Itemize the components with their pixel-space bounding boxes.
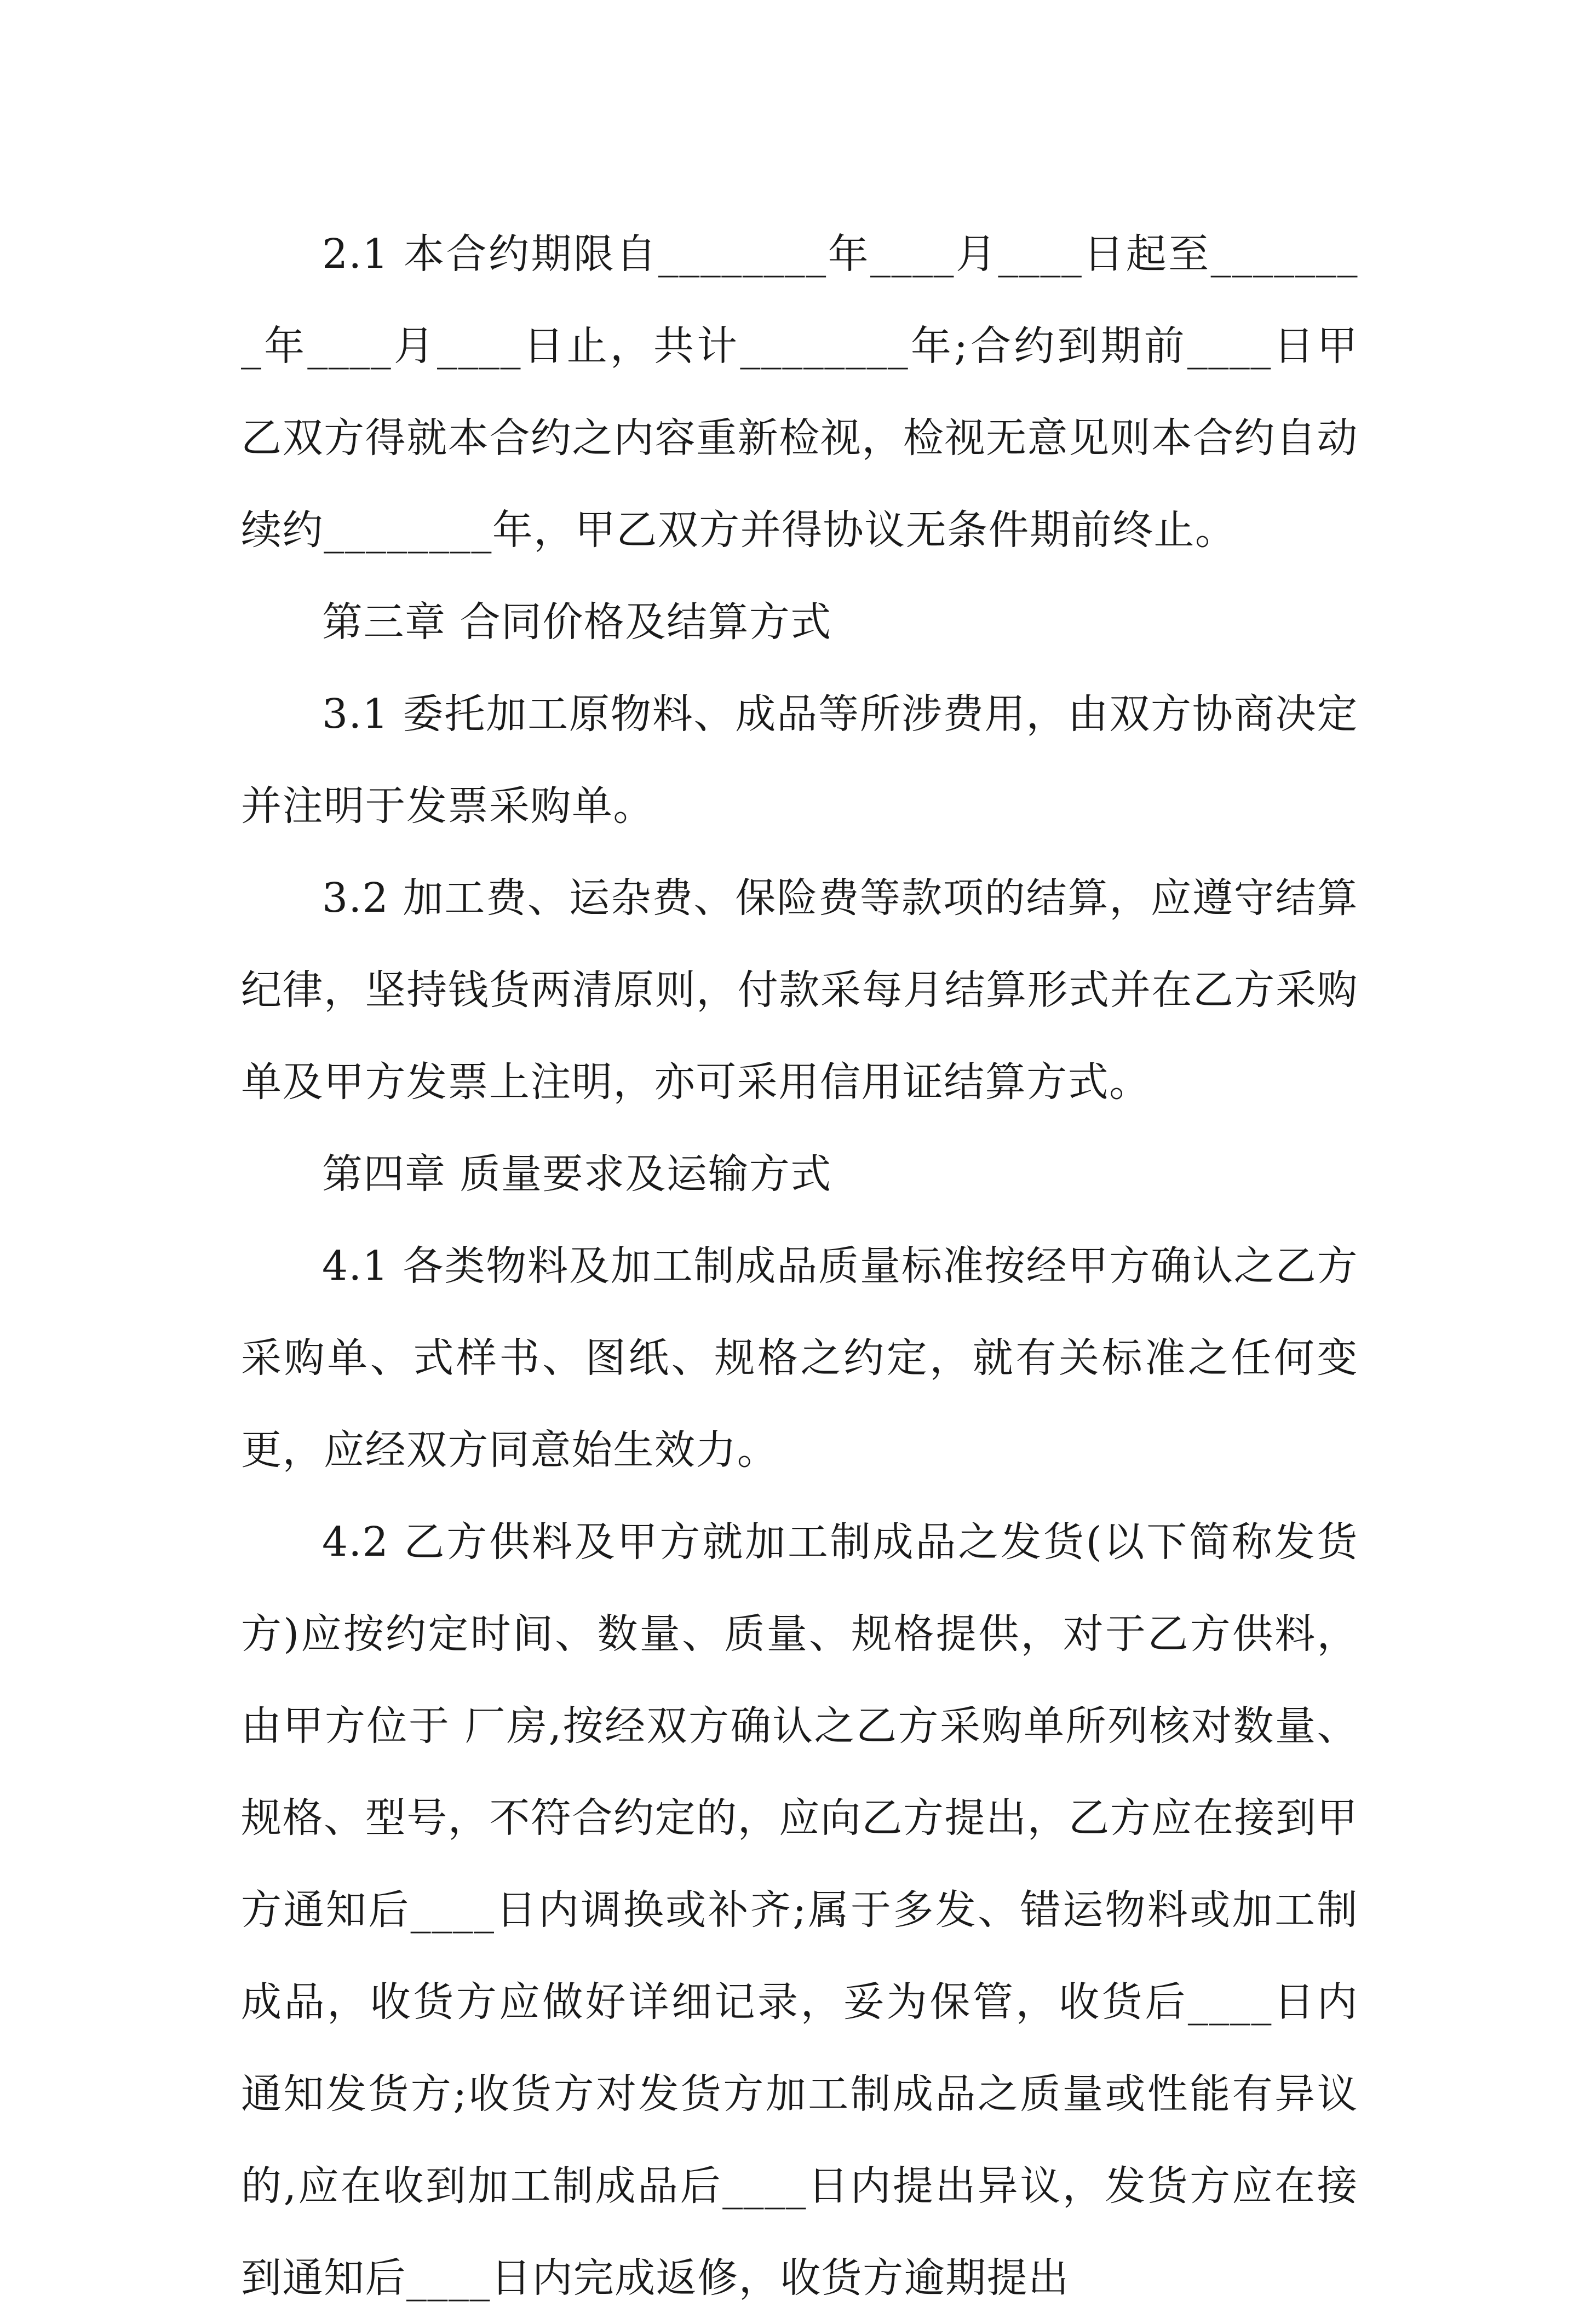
clause-3-2: 3.2 加工费、运杂费、保险费等款项的结算，应遵守结算纪律，坚持钱货两清原则，付款采每月结算形式并在乙方采购单及甲方发票上注明，亦可采用信用证结算方式。 [241, 875, 1358, 1106]
clause-3-1: 3.1 委托加工原物料、成品等所涉费用，由双方协商决定并注明于发票采购单。 [241, 691, 1358, 830]
document-body [241, 208, 1358, 2324]
clause-2-1: 2.1 本合约期限自________年____月____日起至________年____月____日止，共计________年;合约到期前____日甲乙双方得就本合约之内容重新检视，检视无意见则本合约自动续约________年，甲乙双方并得协议无条件期前终止。 [241, 231, 1358, 554]
chapter-4-heading: 第四章 质量要求及运输方式 [322, 1151, 832, 1198]
clause-4-2: 4.2 乙方供料及甲方就加工制成品之发货(以下简称发货方)应按约定时间、数量、质量、规格提供，对于乙方供料，由甲方位于 厂房,按经双方确认之乙方采购单所列核对数量、规格、型号，不符合约定的，应向乙方提出，乙方应在接到甲方通知后____日内调换或补齐;属于多发、错运物料或加工制成品，收货方应做好详细记录，妥为保管，收货后____日内通知发货方;收货方对发货方加工制成品之质量或性能有异议的,应在收到加工制成品后____日内提出异议，发货方应在接到通知后____日内完成返修，收货方逾期提出 [241, 1518, 1358, 2302]
clause-4-1: 4.1 各类物料及加工制成品质量标准按经甲方确认之乙方采购单、式样书、图纸、规格之约定，就有关标准之任何变更，应经双方同意始生效力。 [241, 1242, 1358, 1474]
chapter-3-heading: 第三章 合同价格及结算方式 [322, 599, 832, 646]
